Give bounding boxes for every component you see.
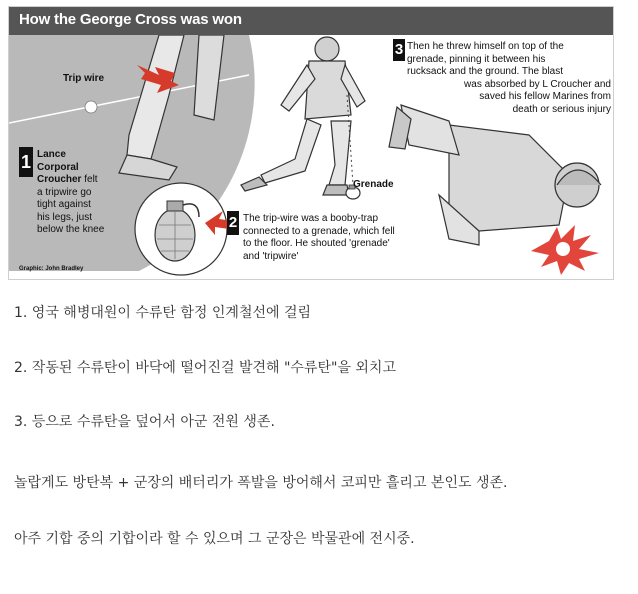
caption-line: 3. 등으로 수류탄을 덮어서 아군 전원 생존.: [14, 414, 275, 430]
step-1-line: felt: [84, 174, 98, 185]
step-1-name-line: Lance: [37, 149, 66, 160]
step-1-text: [37, 149, 147, 237]
caption-line: 아주 기합 중의 기합이라 할 수 있으며 그 군장은 박물관에 전시중.: [14, 531, 415, 547]
step-3-line: grenade, pinning it between his: [407, 53, 546, 65]
step-3-line: death or serious injury: [512, 103, 611, 115]
caption-line: 1. 영국 해병대원이 수류탄 함정 인계철선에 걸림: [14, 305, 312, 321]
infographic-title: How the George Cross was won: [19, 11, 242, 28]
step-3-number: 3: [393, 39, 405, 61]
step-1-name-line: Corporal: [37, 161, 79, 173]
step-2-line: The trip-wire was a booby-trap: [243, 213, 379, 224]
step-3-line: was absorbed by L Croucher and: [464, 78, 611, 90]
step-2-line: and 'tripwire': [243, 250, 299, 262]
caption-line: 2. 작동된 수류탄이 바닥에 떨어진걸 발견해 "수류탄"을 외치고: [14, 360, 396, 376]
step-2-number: 2: [227, 211, 239, 235]
step-3-line: Then he threw himself on top of the: [407, 41, 564, 52]
step-1-number: 1: [19, 147, 33, 177]
step-2-line: to the floor. He shouted 'grenade': [243, 238, 390, 249]
caption-line: 놀랍게도 방탄복 + 군장의 배터리가 폭발을 방어해서 코피만 흘리고 본인도 생존.: [14, 475, 508, 491]
step-1-line: below the knee: [37, 224, 105, 235]
step-2-text: [243, 213, 443, 263]
step-1-line: a tripwire go: [37, 186, 92, 198]
step-3-line: saved his fellow Marines from: [479, 91, 611, 102]
grenade-label: Grenade: [353, 179, 394, 190]
blast-icon: [531, 225, 599, 275]
step-3-line: rucksack and the ground. The blast: [407, 66, 564, 77]
step-1-line: his legs, just: [37, 211, 93, 223]
graphic-credit: Graphic: John Bradley: [19, 266, 84, 272]
infographic: [8, 6, 614, 280]
infographic-title-bar: [9, 7, 613, 35]
step-2-line: connected to a grenade, which fell: [243, 225, 395, 237]
step-3-text: [407, 41, 611, 116]
step-1-line: tight against: [37, 199, 91, 210]
marine-standing-figure: [241, 37, 365, 195]
step-1-name-line: Croucher: [37, 174, 82, 185]
tripwire-label: Trip wire: [63, 73, 105, 84]
tripwire-marker: [85, 101, 97, 113]
